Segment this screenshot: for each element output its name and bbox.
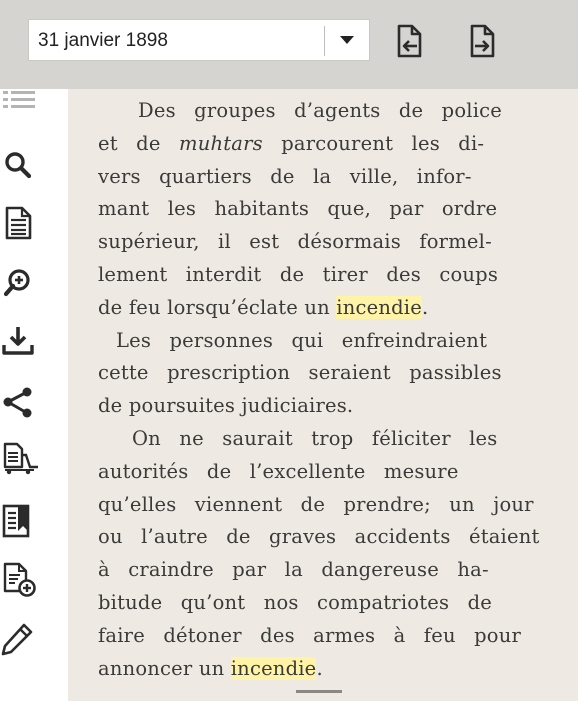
issue-date-value: 31 janvier 1898 [38,30,168,51]
text-line [98,423,566,456]
text-line [98,357,566,390]
text-segment: On ne saurait trop féliciter les [132,426,498,450]
text-line [98,521,566,554]
text-segment: de poursuites judiciaires. [98,394,354,418]
page-rule [296,690,342,693]
top-toolbar [0,0,578,89]
document-page [68,89,578,701]
text-segment: faire détoner des armes à feu pour [98,623,522,647]
list-icon[interactable] [0,89,40,125]
text-line [98,653,566,686]
select-divider [324,26,325,56]
text-line [98,259,566,292]
text-segment: de feu lorsqu’éclate un [98,295,337,319]
text-segment: . [421,295,429,319]
text-segment: à craindre par la dangereuse ha- [98,558,489,582]
download-icon[interactable] [0,323,40,359]
issue-date-select[interactable] [28,19,370,61]
cart-icon[interactable] [0,441,40,477]
share-icon[interactable] [0,385,40,421]
text-segment: parcourent les di- [262,131,485,155]
previous-issue-icon [390,22,426,60]
text-segment: et de [98,131,179,155]
text-segment: lement interdit de tirer des coups [98,262,499,286]
text-segment: . [316,656,323,680]
zoom-in-icon[interactable] [0,266,40,302]
previous-issue-button[interactable] [390,22,426,60]
text-line [98,128,566,161]
text-line [98,587,566,620]
text-segment: qu’elles viennent de prendre; un jour [98,492,534,516]
text-line [98,325,566,358]
text-segment: autorités de l’excellente mesure [98,459,459,483]
bookmark-icon[interactable] [0,503,40,539]
text-segment: annoncer un [98,656,231,680]
text-line [98,193,566,226]
text-segment: supérieur, il est désormais formel- [98,230,492,254]
text-segment: bitude qu’ont nos compatriotes de [98,590,493,614]
next-issue-button[interactable] [466,22,502,60]
text-line [98,226,566,259]
left-sidebar [0,89,68,701]
text-line [98,161,566,194]
text-line [98,292,566,325]
text-segment: cette prescription seraient passibles [98,361,502,385]
next-issue-icon [466,22,502,60]
text-segment: vers quartiers de la ville, infor- [98,164,472,188]
text-line [98,390,566,423]
text-segment: ou l’autre de graves accidents étaient [98,525,540,549]
text-line [98,620,566,653]
text-line [98,95,566,128]
chevron-down-icon[interactable] [340,36,354,44]
document-icon[interactable] [0,205,40,241]
text-line [98,489,566,522]
search-icon[interactable] [0,147,40,183]
search-highlight: incendie [230,656,317,680]
text-segment: Les personnes qui enfreindraient [116,328,488,352]
pencil-icon[interactable] [0,621,40,657]
search-highlight: incendie [336,295,422,319]
add-document-icon[interactable] [0,561,40,597]
text-segment: muhtars [179,131,263,155]
text-segment: Des groupes d’agents de police [138,99,503,122]
article-text [98,95,566,685]
text-line [98,554,566,587]
text-line [98,456,566,489]
text-segment: mant les habitants que, par ordre [98,197,498,221]
